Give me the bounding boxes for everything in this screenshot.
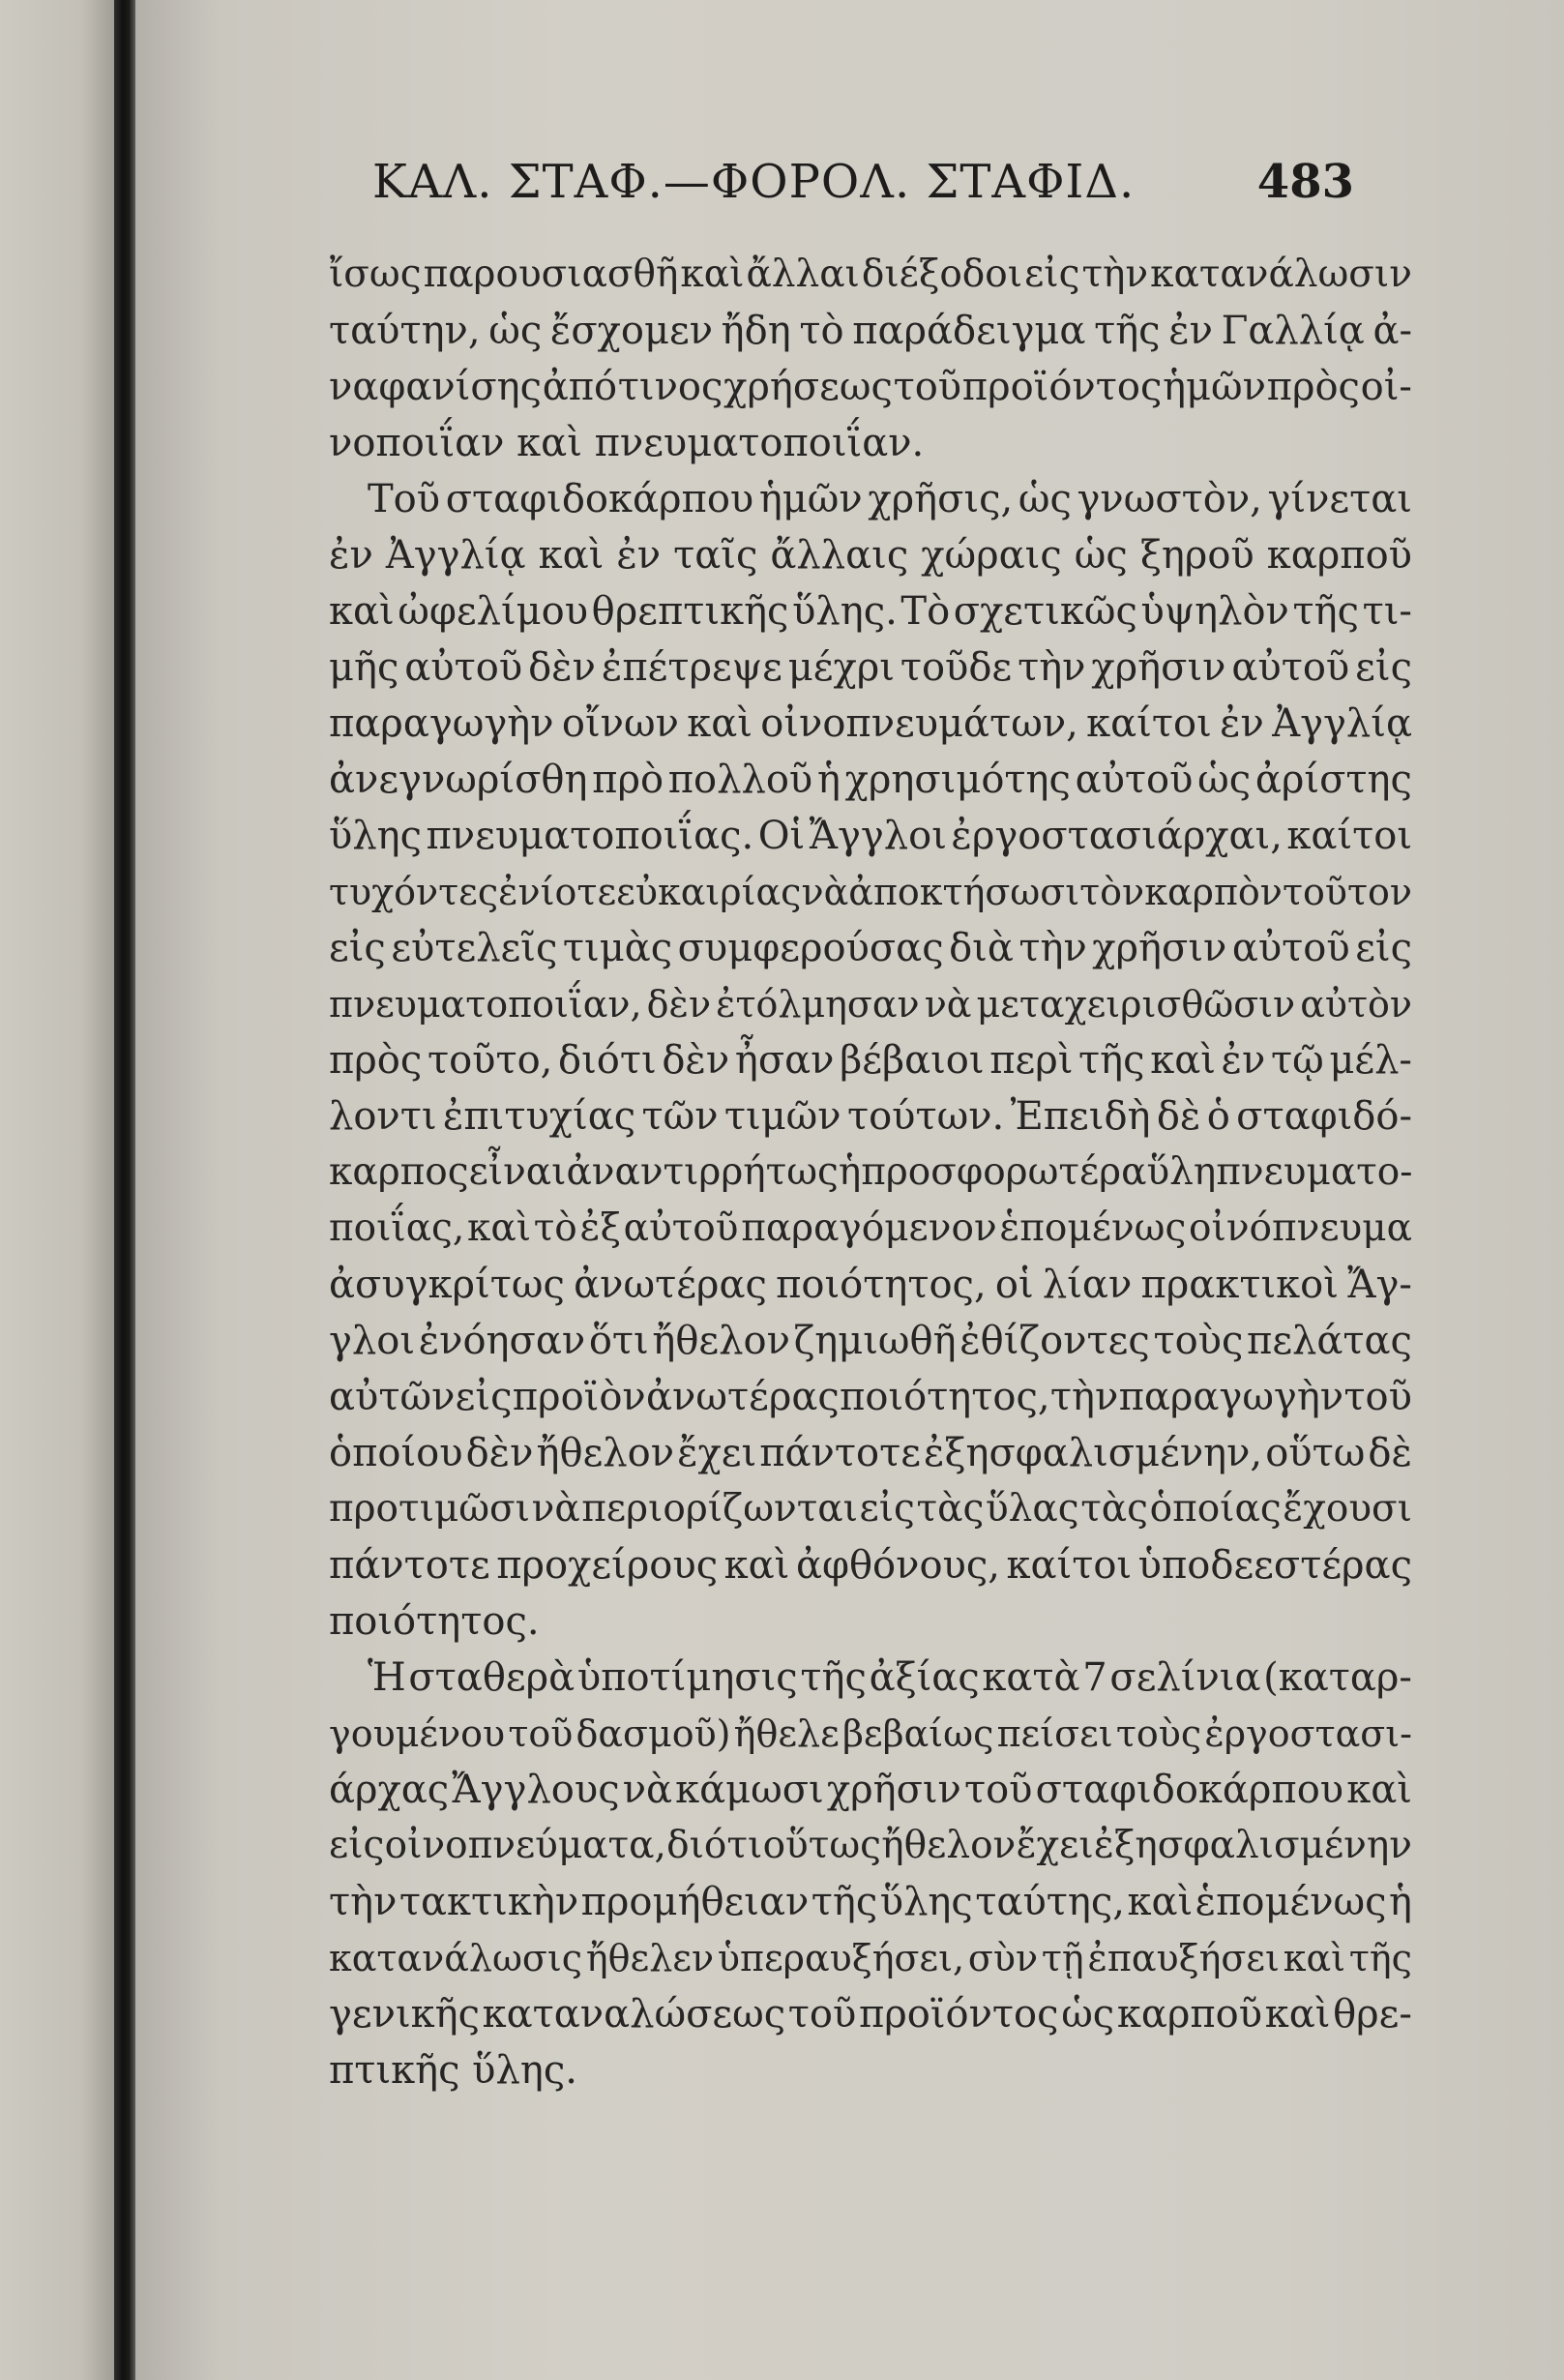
- text-line: νοποιΐαν καὶ πνευματοποιΐαν.: [329, 421, 925, 465]
- text-line: ποιότητος.: [329, 1599, 540, 1644]
- text-line: πάντοτε προχείρους καὶ ἀφθόνους, καίτοι ὑποδεεστέρας: [329, 1543, 1412, 1588]
- left-margin: [0, 0, 116, 2380]
- text-line: εἰς οἰνοπνεύματα, διότι οὕτως ἤθελον ἔχει ἐξησφαλισμένην: [329, 1824, 1412, 1867]
- text-line: γουμένου τοῦ δασμοῦ) ἤθελε βεβαίως πείσει τοὺς ἐργοστασι-: [329, 1712, 1412, 1755]
- text-line: γενικῆς καταναλώσεως τοῦ προϊόντος ὡς καρποῦ καὶ θρε-: [329, 1992, 1412, 2037]
- text-line: εἰς εὐτελεῖς τιμὰς συμφερούσας διὰ τὴν χρῆσιν αὐτοῦ εἰς: [329, 926, 1412, 970]
- text-line: Ἡ σταθερὰ ὑποτίμησις τῆς ἀξίας κατὰ 7 σελίνια (καταρ-: [368, 1655, 1412, 1700]
- text-line: Τοῦ σταφιδοκάρπου ἡμῶν χρῆσις, ὡς γνωστὸν, γίνεται: [368, 477, 1412, 521]
- text-line: ταύτην, ὡς ἔσχομεν ἤδη τὸ παράδειγμα τῆς ἐν Γαλλίᾳ ἀ-: [329, 309, 1412, 353]
- text-line: ἴσως παρουσιασθῆ καὶ ἄλλαι διέξοδοι εἰς τὴν κατανάλωσιν: [329, 253, 1412, 296]
- page-number: 483: [1256, 155, 1354, 209]
- text-line: λοντι ἐπιτυχίας τῶν τιμῶν τούτων. Ἐπειδὴ δὲ ὁ σταφιδό-: [329, 1094, 1412, 1139]
- text-line: ἐν Ἀγγλίᾳ καὶ ἐν ταῖς ἄλλαις χώραις ὡς ξηροῦ καρποῦ: [329, 533, 1412, 578]
- text-line: προτιμῶσι νὰ περιορίζωνται εἰς τὰς ὕλας τὰς ὁποίας ἔχουσι: [329, 1487, 1412, 1531]
- text-line: πτικῆς ὕλης.: [329, 2048, 577, 2093]
- text-line: καὶ ὠφελίμου θρεπτικῆς ὕλης. Τὸ σχετικῶς ὑψηλὸν τῆς τι-: [329, 589, 1412, 634]
- text-line: μῆς αὐτοῦ δὲν ἐπέτρεψε μέχρι τοῦδε τὴν χρῆσιν αὐτοῦ εἰς: [329, 645, 1412, 690]
- text-line: άρχας Ἄγγλους νὰ κάμωσι χρῆσιν τοῦ σταφιδοκάρπου καὶ: [329, 1768, 1412, 1812]
- text-line: τὴν τακτικὴν προμήθειαν τῆς ὕλης ταύτης, καὶ ἑπομένως ἡ: [329, 1880, 1412, 1924]
- text-line: πρὸς τοῦτο, διότι δὲν ἦσαν βέβαιοι περὶ τῆς καὶ ἐν τῷ μέλ-: [329, 1038, 1412, 1083]
- text-line: ὕλης πνευματοποιΐας. Οἱ Ἄγγλοι ἐργοστασιάρχαι, καίτοι: [329, 814, 1412, 858]
- text-line: παραγωγὴν οἴνων καὶ οἰνοπνευμάτων, καίτοι ἐν Ἀγγλίᾳ: [329, 701, 1412, 746]
- running-head: [193, 155, 1393, 223]
- body-text: [329, 247, 1412, 2098]
- text-line: κατανάλωσις ἤθελεν ὑπεραυξήσει, σὺν τῇ ἐπαυξήσει καὶ τῆς: [329, 1937, 1412, 1979]
- text-line: ποιΐας, καὶ τὸ ἐξ αὐτοῦ παραγόμενον ἑπομένως οἰνόπνευμα: [329, 1206, 1412, 1250]
- text-line: γλοι ἐνόησαν ὅτι ἤθελον ζημιωθῆ ἐθίζοντες τοὺς πελάτας: [329, 1319, 1412, 1363]
- text-line: καρπος εἶναι ἀναντιρρήτως ἡ προσφορωτέρα ὕλη πνευματο-: [329, 1150, 1412, 1194]
- text-line: πνευματοποιΐαν, δὲν ἐτόλμησαν νὰ μεταχειρισθῶσιν αὐτὸν: [329, 983, 1412, 1026]
- text-line: ναφανίσης ἀπό τινος χρήσεως τοῦ προϊόντος ἡμῶν πρὸς οἰ-: [329, 365, 1412, 409]
- text-line: ἀσυγκρίτως ἀνωτέρας ποιότητος, οἱ λίαν πρακτικοὶ Ἄγ-: [329, 1263, 1412, 1307]
- text-line: ὁποίου δὲν ἤθελον ἔχει πάντοτε ἐξησφαλισμένην, οὕτω δὲ: [329, 1431, 1412, 1475]
- text-line: αὐτῶν εἰς προϊὸν ἀνωτέρας ποιότητος, τὴν παραγωγὴν τοῦ: [329, 1375, 1412, 1419]
- text-line: τυχόντες ἐνίοτε εὐκαιρίας νὰ ἀποκτήσωσι τὸν καρπὸν τοῦτον: [329, 871, 1412, 913]
- book-spine: [114, 0, 135, 2380]
- running-title: ΚΑΛ. ΣΤΑΦ.—ΦΟΡΟΛ. ΣΤΑΦΙΔ.: [372, 155, 1136, 209]
- text-line: ἀνεγνωρίσθη πρὸ πολλοῦ ἡ χρησιμότης αὐτοῦ ὡς ἀρίστης: [329, 758, 1412, 802]
